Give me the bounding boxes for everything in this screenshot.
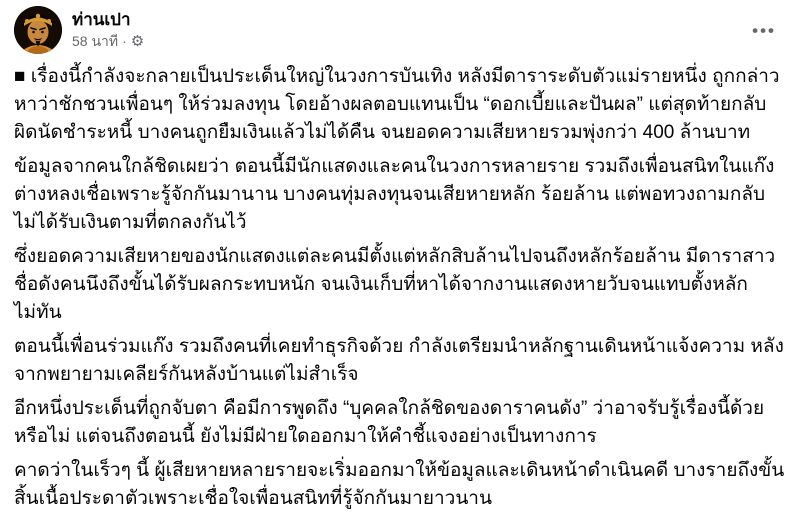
post-paragraph: ข้อมูลจากคนใกล้ชิดเผยว่า ตอนนี้มีนักแสดงและคนในวงการหลายราย รวมถึงเพื่อนสนิทในแก๊ง ต่างหลงเชื่อเพราะรู้จักกันมานาน บางคนทุ่มลงทุนจนเสียหายหลัก ร้อยล้าน แต่พอทวงถามกลับไม่ได้รับเงินตามที่ตกลงกันไว้ <box>14 156 780 233</box>
post-header-text <box>72 6 744 50</box>
post-options-ellipsis-icon[interactable]: ••• <box>752 21 776 40</box>
post-paragraph: คาดว่าในเร็วๆ นี้ ผู้เสียหายหลายรายจะเริ่มออกมาให้ข้อมูลและเดินหน้าดำเนินคดี บางรายถึงขั้น สิ้นเนื้อประดาตัวเพราะเชื่อใจเพื่อนสนิทที่รู้จักกันมายาวนาน <box>14 460 790 509</box>
post-header <box>0 0 800 54</box>
post-paragraph: ■ เรื่องนี้กำลังจะกลายเป็นประเด็นใหญ่ในวงการบันเทิง หลังมีดาราระดับตัวแม่รายหนึ่ง ถูกกล่าวหาว่าชักชวนเพื่อนๆ ให้ร่วมลงทุน โดยอ้างผลตอบแทนเป็น “ดอกเบี้ยและปันผล” แต่สุดท้ายกลับผิดนัดชำระหนี้ บางคนถูกยืมเงินแล้วไม่ได้คืน จนยอดความเสียหายรวมพุ่งกว่า 400 ล้านบาท <box>14 66 780 143</box>
post-paragraph: ซึ่งยอดความเสียหายของนักแสดงแต่ละคนมีตั้งแต่หลักสิบล้านไปจนถึงหลักร้อยล้าน มีดาราสาวชื่อดังคนนึงถึงขั้นได้รับผลกระทบหนัก จนเงินเก็บที่หาได้จากงานแสดงหายวับจนแทบตั้งหลักไม่ทัน <box>14 246 776 323</box>
timestamp[interactable]: 58 นาที <box>72 33 119 49</box>
post-paragraph: ตอนนี้เพื่อนร่วมแก๊ง รวมถึงคนที่เคยทำธุรกิจด้วย กำลังเตรียมนำหลักฐานเดินหน้าแจ้งความ หลังจากพยายามเคลียร์กันหลังบ้านแต่ไม่สำเร็จ <box>14 336 784 385</box>
post-meta <box>72 33 744 50</box>
privacy-gear-icon: ⚙ <box>130 33 145 50</box>
page-name[interactable]: ท่านเปา <box>72 10 131 29</box>
post-paragraph: อีกหนึ่งประเด็นที่ถูกจับตา คือมีการพูดถึง “บุคคลใกล้ชิดของดาราคนดัง” ว่าอาจรับรู้เรื่องนี้ด้วยหรือไม่ แต่จนถึงตอนนี้ ยังไม่มีฝ่ายใดออกมาให้คำชี้แจงอย่างเป็นทางการ <box>14 398 765 447</box>
meta-separator: · <box>122 33 127 49</box>
post-content <box>0 54 800 513</box>
avatar[interactable] <box>14 6 62 54</box>
judge-bao-avatar-image <box>14 6 62 54</box>
